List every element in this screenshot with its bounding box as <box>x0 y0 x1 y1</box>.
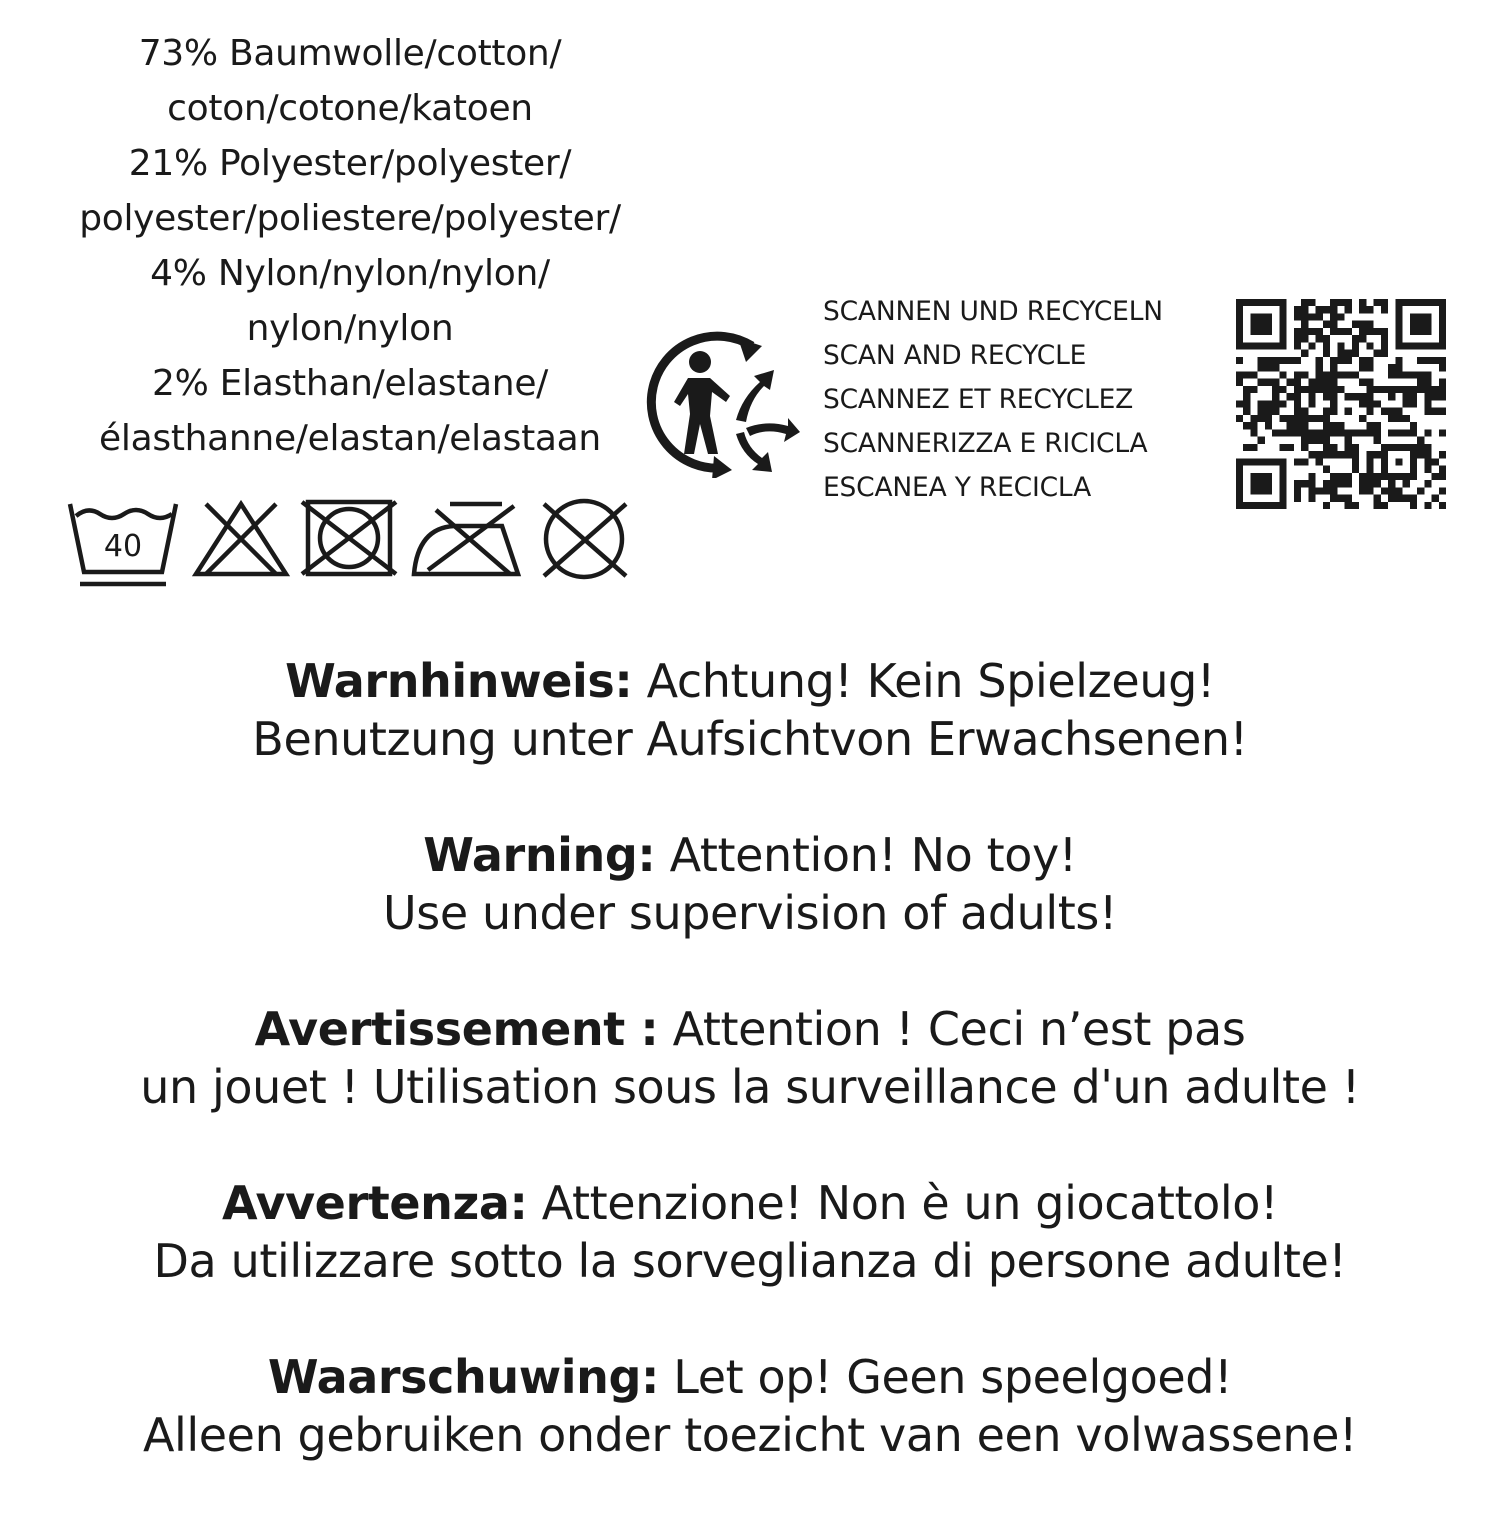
composition-line: 4% Nylon/nylon/nylon/ <box>150 253 550 294</box>
composition-line: 73% Baumwolle/cotton/ <box>138 33 562 74</box>
composition-line: élasthanne/elastan/elastaan <box>99 418 601 459</box>
warning-text: Alleen gebruiken onder toezicht van een volwassene! <box>142 1408 1358 1462</box>
recycle-line: SCANNEZ ET RECYCLEZ <box>823 384 1134 415</box>
no-ironing-icon <box>410 500 522 578</box>
care-symbols <box>66 494 646 594</box>
warning-label: Warnhinweis: <box>285 654 633 708</box>
no-dry-cleaning-icon <box>536 496 632 582</box>
warning-text: un jouet ! Utilisation sous la surveillance d'un adulte ! <box>140 1060 1360 1114</box>
warning-label: Waarschuwing: <box>267 1350 660 1404</box>
warning-fr <box>0 1000 1500 1116</box>
recycle-line: ESCANEA Y RECICLA <box>823 472 1092 503</box>
warning-notices <box>0 652 1500 1522</box>
warning-nl <box>0 1348 1500 1464</box>
recycle-line: SCANNERIZZA E RICICLA <box>823 428 1148 459</box>
composition-line: 2% Elasthan/elastane/ <box>152 363 548 404</box>
wash-40-gentle-icon <box>66 494 182 590</box>
warning-en <box>0 826 1500 942</box>
composition-line: coton/cotone/katoen <box>167 88 533 129</box>
warning-text: Use under supervision of adults! <box>382 886 1118 940</box>
warning-text: Attention! No toy! <box>655 828 1077 882</box>
warning-text: Achtung! Kein Spielzeug! <box>632 654 1215 708</box>
recycle-instructions <box>823 290 1223 510</box>
warning-label: Avvertenza: <box>221 1176 528 1230</box>
composition-line: polyester/poliestere/polyester/ <box>79 198 621 239</box>
triman-recycle-icon <box>638 328 800 478</box>
warning-label: Warning: <box>423 828 656 882</box>
composition-line: 21% Polyester/polyester/ <box>128 143 572 184</box>
composition-line: nylon/nylon <box>246 308 454 349</box>
no-bleach-icon <box>192 500 290 578</box>
warning-it <box>0 1174 1500 1290</box>
warning-text: Attenzione! Non è un giocattolo! <box>527 1176 1279 1230</box>
warning-text: Let op! Geen speelgoed! <box>659 1350 1233 1404</box>
no-tumble-dry-icon <box>300 498 398 578</box>
warning-de <box>0 652 1500 768</box>
recycle-line: SCANNEN UND RECYCELN <box>823 296 1163 327</box>
warning-text: Attention ! Ceci n’est pas <box>658 1002 1246 1056</box>
warning-label: Avertissement : <box>254 1002 659 1056</box>
material-composition <box>40 26 660 466</box>
recycle-line: SCAN AND RECYCLE <box>823 340 1087 371</box>
wash-temperature: 40 <box>103 529 143 564</box>
warning-text: Benutzung unter Aufsichtvon Erwachsenen! <box>252 712 1248 766</box>
qr-code-icon[interactable] <box>1236 299 1446 509</box>
warning-text: Da utilizzare sotto la sorveglianza di persone adulte! <box>153 1234 1347 1288</box>
